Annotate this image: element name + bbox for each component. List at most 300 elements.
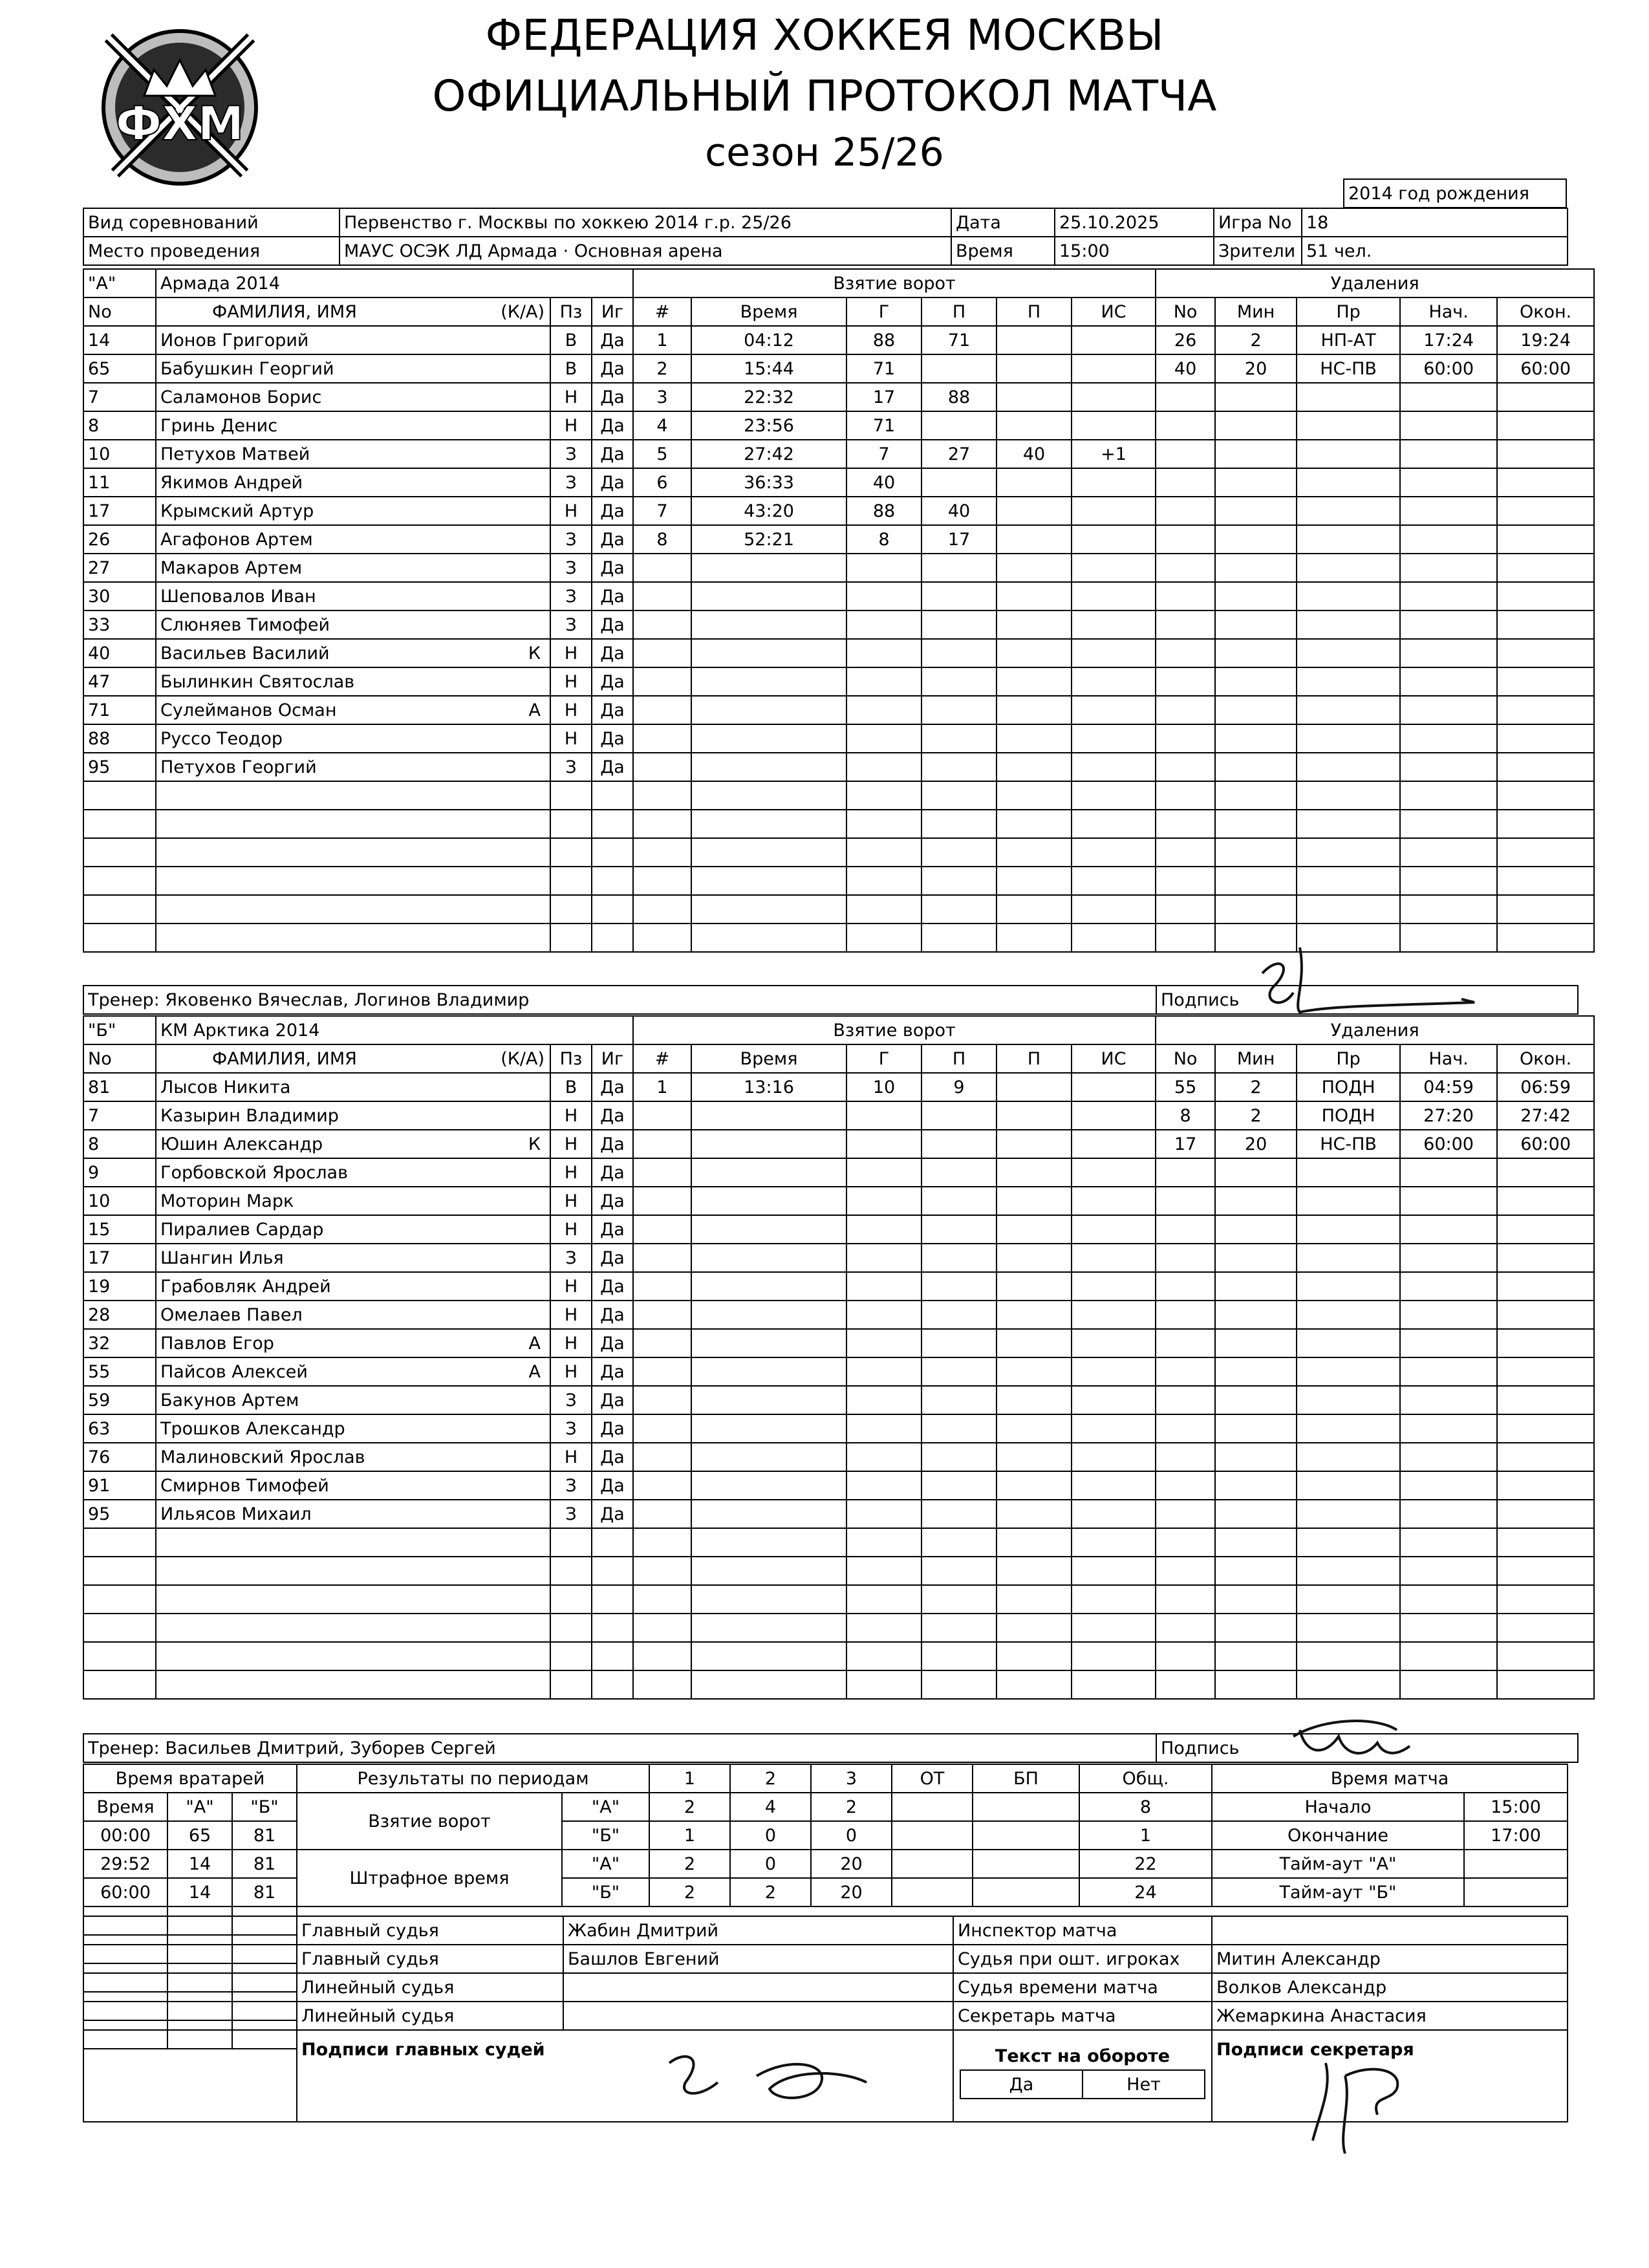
period-value [892, 1793, 973, 1821]
period-col-5: БП [973, 1764, 1079, 1793]
table-row [83, 1301, 1594, 1329]
player-played: Да [592, 1101, 633, 1130]
table-cell [1072, 1215, 1156, 1244]
table-cell [1497, 724, 1594, 753]
goal-number: 3 [633, 383, 691, 411]
player-position: З [550, 525, 592, 554]
goalie-time-label: Время вратарей [83, 1764, 297, 1793]
table-cell [691, 610, 846, 639]
player-position: Н [550, 383, 592, 411]
player-name-cell [156, 1215, 550, 1244]
ref-signatures-label: Подписи главных судей [297, 2030, 953, 2122]
date-value: 25.10.2025 [1055, 208, 1214, 237]
player-name: Васильев Василий [160, 643, 330, 664]
table-cell [1156, 810, 1215, 838]
goalie-a: 14 [167, 1850, 232, 1878]
table-cell [1072, 1244, 1156, 1272]
table-cell [921, 554, 997, 582]
table-cell [691, 781, 846, 810]
player-number: 55 [83, 1357, 156, 1386]
table-cell [846, 610, 921, 639]
table-cell [1215, 525, 1297, 554]
table-cell [156, 781, 550, 810]
table-cell [997, 753, 1072, 781]
match-time-header-row [1212, 1764, 1568, 1793]
line-ref-label-1: Линейный судья [297, 1973, 563, 2002]
table-cell [1297, 1215, 1400, 1244]
table-cell [1297, 753, 1400, 781]
table-cell [1215, 667, 1297, 696]
goal-assist-2 [997, 326, 1072, 354]
period-value: 20 [811, 1878, 892, 1906]
player-number: 17 [83, 1244, 156, 1272]
table-cell [846, 810, 921, 838]
player-name-cell [156, 1471, 550, 1500]
team-b-letter: "Б" [83, 1016, 156, 1044]
match-time-value [1464, 1878, 1568, 1906]
name-header-label: ФАМИЛИЯ, ИМЯ [212, 1048, 357, 1069]
table-cell [846, 582, 921, 610]
table-cell [1497, 838, 1594, 867]
table-cell [1156, 554, 1215, 582]
player-name-cell [156, 1158, 550, 1187]
table-cell [633, 667, 691, 696]
periods-label: Результаты по периодам [297, 1764, 649, 1793]
goal-scorer: 7 [846, 440, 921, 468]
penalty-start: 04:59 [1400, 1073, 1497, 1101]
table-cell [1156, 1158, 1215, 1187]
match-time-value [1464, 1850, 1568, 1878]
table-row [83, 1073, 1594, 1101]
text-back-no[interactable]: Нет [1083, 2070, 1205, 2099]
player-name: Павлов Егор [160, 1333, 274, 1354]
table-cell [1497, 554, 1594, 582]
table-cell [997, 1101, 1072, 1130]
table-cell [921, 1670, 997, 1699]
goal-time: 43:20 [691, 497, 846, 525]
table-cell [691, 667, 846, 696]
venue-value: МАУС ОСЭК ЛД Армада · Основная арена [339, 237, 951, 265]
text-back-yes[interactable]: Да [960, 2070, 1083, 2099]
player-number: 17 [83, 497, 156, 525]
table-cell [921, 1414, 997, 1443]
table-cell [921, 1301, 997, 1329]
player-number: 88 [83, 724, 156, 753]
table-cell [1215, 1557, 1297, 1585]
table-cell [921, 1329, 997, 1357]
goal-number: 8 [633, 525, 691, 554]
table-row [83, 810, 1594, 838]
player-name: Шеповалов Иван [160, 586, 316, 607]
player-played: Да [592, 1215, 633, 1244]
table-cell [691, 1642, 846, 1670]
table-cell [1156, 696, 1215, 724]
table-cell [83, 838, 156, 867]
table-cell [633, 1272, 691, 1301]
goal-situation [1072, 411, 1156, 440]
header-goal-scorer: Г [846, 1044, 921, 1073]
header-goal-scorer: Г [846, 297, 921, 326]
periods-header-row [297, 1764, 1212, 1793]
table-cell [633, 1500, 691, 1528]
federation-title: ФЕДЕРАЦИЯ ХОККЕЯ МОСКВЫ [485, 10, 1164, 60]
goal-assist-2 [997, 411, 1072, 440]
goal-assist-2 [997, 354, 1072, 383]
player-role: К [528, 643, 541, 664]
goal-scorer: 88 [846, 497, 921, 525]
table-cell [1497, 1329, 1594, 1357]
timekeeper-value: Волков Александр [1212, 1973, 1568, 2002]
main-ref-label-1: Главный судья [297, 1916, 563, 1945]
table-cell [1156, 781, 1215, 810]
table-row [1212, 1850, 1568, 1878]
table-cell [1215, 411, 1297, 440]
table-cell [1400, 1357, 1497, 1386]
player-played: Да [592, 525, 633, 554]
table-cell [633, 810, 691, 838]
goalie-a: 65 [167, 1821, 232, 1850]
table-cell [921, 1642, 997, 1670]
goal-time: 23:56 [691, 411, 846, 440]
match-time-value: 15:00 [1464, 1793, 1568, 1821]
table-cell [633, 1642, 691, 1670]
birth-year-box [1343, 178, 1567, 208]
table-cell [1497, 440, 1594, 468]
table-cell [592, 1528, 633, 1557]
table-cell [633, 1130, 691, 1158]
table-cell [1400, 1386, 1497, 1414]
player-number: 15 [83, 1215, 156, 1244]
penalty-player: 17 [1156, 1130, 1215, 1158]
player-name-cell [156, 411, 550, 440]
player-name: Шангин Илья [160, 1247, 284, 1268]
table-cell [1215, 1272, 1297, 1301]
team-b-table [83, 1015, 1595, 1700]
player-number: 11 [83, 468, 156, 497]
penalty-end: 27:42 [1497, 1101, 1594, 1130]
player-position: З [550, 468, 592, 497]
table-row [83, 525, 1594, 554]
player-played: Да [592, 1130, 633, 1158]
federation-logo [83, 25, 277, 186]
table-cell [921, 867, 997, 895]
table-cell [1072, 753, 1156, 781]
table-cell [1072, 1500, 1156, 1528]
table-row [83, 1329, 1594, 1357]
table-cell [550, 781, 592, 810]
table-cell [633, 1101, 691, 1130]
player-name-cell [156, 468, 550, 497]
header-pos: Пз [550, 1044, 592, 1073]
table-row [83, 383, 1594, 411]
birth-year: 2014 год рождения [1344, 179, 1566, 208]
table-cell [1156, 1471, 1215, 1500]
table-cell [921, 1158, 997, 1187]
goalie-time: 00:00 [83, 1821, 167, 1850]
table-cell [997, 1301, 1072, 1329]
table-cell [1072, 1329, 1156, 1357]
table-row [83, 468, 1594, 497]
table-cell [1215, 810, 1297, 838]
table-cell [691, 1500, 846, 1528]
inspector-label: Инспектор матча [953, 1916, 1212, 1945]
table-cell [691, 582, 846, 610]
header-goal-time: Время [691, 297, 846, 326]
table-cell [846, 1301, 921, 1329]
table-cell [997, 1614, 1072, 1642]
match-time-value: 17:00 [1464, 1821, 1568, 1850]
player-position: З [550, 610, 592, 639]
table-cell [633, 696, 691, 724]
table-cell [1497, 1471, 1594, 1500]
table-row [83, 582, 1594, 610]
table-cell [1297, 1528, 1400, 1557]
table-cell [1215, 582, 1297, 610]
table-cell [1400, 1614, 1497, 1642]
table-cell [1215, 1642, 1297, 1670]
player-played: Да [592, 1357, 633, 1386]
table-cell [1400, 1642, 1497, 1670]
table-cell [846, 667, 921, 696]
penalty-player: 40 [1156, 354, 1215, 383]
table-cell [997, 1414, 1072, 1443]
table-cell [156, 1557, 550, 1585]
table-cell [1072, 1272, 1156, 1301]
table-cell [1497, 1414, 1594, 1443]
table-cell [1400, 781, 1497, 810]
secretary-label: Секретарь матча [953, 2002, 1212, 2030]
table-row [83, 696, 1594, 724]
table-cell [592, 1670, 633, 1699]
table-cell [846, 724, 921, 753]
line-ref-label-2: Линейный судья [297, 2002, 563, 2030]
table-cell [1400, 724, 1497, 753]
table-cell [1297, 696, 1400, 724]
player-position: Н [550, 667, 592, 696]
player-position: В [550, 326, 592, 354]
name-header-label: ФАМИЛИЯ, ИМЯ [212, 301, 357, 322]
table-cell [633, 1329, 691, 1357]
table-cell [1215, 639, 1297, 667]
table-cell [1072, 1585, 1156, 1614]
team-b-goals-section: Взятие ворот [633, 1016, 1156, 1044]
player-number: 19 [83, 1272, 156, 1301]
table-cell [1400, 753, 1497, 781]
team-b-name-header [156, 1044, 550, 1073]
table-cell [1400, 1244, 1497, 1272]
table-cell [1156, 724, 1215, 753]
table-cell [1072, 1443, 1156, 1471]
table-cell [1072, 610, 1156, 639]
table-cell [1400, 1585, 1497, 1614]
table-cell [633, 724, 691, 753]
table-cell [846, 1471, 921, 1500]
table-row [83, 724, 1594, 753]
table-cell [1400, 468, 1497, 497]
table-cell [1297, 1414, 1400, 1443]
player-number: 71 [83, 696, 156, 724]
player-name-cell [156, 354, 550, 383]
player-played: Да [592, 667, 633, 696]
player-played: Да [592, 411, 633, 440]
table-cell [1215, 781, 1297, 810]
player-name: Петухов Матвей [160, 444, 310, 464]
player-position: Н [550, 497, 592, 525]
period-value: 2 [649, 1793, 730, 1821]
table-cell [1297, 1301, 1400, 1329]
player-played: Да [592, 582, 633, 610]
table-cell [691, 1528, 846, 1557]
player-name: Руссо Теодор [160, 728, 283, 749]
player-name-cell [156, 1301, 550, 1329]
table-cell [1497, 1614, 1594, 1642]
table-cell [156, 1642, 550, 1670]
table-cell [997, 1272, 1072, 1301]
player-number: 40 [83, 639, 156, 667]
penalty-start: 17:24 [1400, 326, 1497, 354]
table-cell [550, 895, 592, 923]
table-cell [997, 1357, 1072, 1386]
period-value: 1 [1079, 1821, 1212, 1850]
table-cell [846, 1642, 921, 1670]
table-cell [997, 1642, 1072, 1670]
player-position: В [550, 354, 592, 383]
table-cell [1215, 383, 1297, 411]
timekeeper-label: Судья времени матча [953, 1973, 1212, 2002]
table-cell [921, 610, 997, 639]
player-name: Сулейманов Осман [160, 700, 337, 720]
player-name-cell [156, 1414, 550, 1443]
table-cell [1215, 1386, 1297, 1414]
table-cell [633, 582, 691, 610]
table-cell [156, 1614, 550, 1642]
player-name: Крымский Артур [160, 501, 314, 521]
goal-number: 1 [633, 326, 691, 354]
table-cell [550, 838, 592, 867]
player-name-cell [156, 724, 550, 753]
table-cell [846, 867, 921, 895]
table-cell [921, 810, 997, 838]
goalie-header-a: "А" [167, 1793, 232, 1821]
date-label: Дата [951, 208, 1055, 237]
table-cell [633, 895, 691, 923]
goal-scorer: 88 [846, 326, 921, 354]
header-no: No [83, 297, 156, 326]
table-cell [592, 1557, 633, 1585]
table-cell [592, 781, 633, 810]
table-cell [846, 1272, 921, 1301]
table-cell [921, 1272, 997, 1301]
player-name: Трошков Александр [160, 1418, 345, 1439]
table-cell [550, 1614, 592, 1642]
table-cell [1400, 1443, 1497, 1471]
player-name-cell [156, 1244, 550, 1272]
table-cell [846, 1500, 921, 1528]
protocol-title: ОФИЦИАЛЬНЫЙ ПРОТОКОЛ МАТЧА [432, 71, 1217, 121]
table-cell [633, 1414, 691, 1443]
table-cell [1072, 1528, 1156, 1557]
table-cell [1497, 525, 1594, 554]
table-row [83, 1386, 1594, 1414]
table-cell [997, 724, 1072, 753]
penalty-reason: НС-ПВ [1297, 1130, 1400, 1158]
table-cell [1400, 1414, 1497, 1443]
player-played: Да [592, 1272, 633, 1301]
table-cell [1297, 838, 1400, 867]
spectators-label: Зрители [1214, 237, 1302, 265]
table-row [83, 1642, 1594, 1670]
table-cell [1297, 1642, 1400, 1670]
player-played: Да [592, 354, 633, 383]
table-row [83, 1670, 1594, 1699]
player-number: 63 [83, 1414, 156, 1443]
player-name: Ионов Григорий [160, 330, 309, 351]
header-is: ИС [1072, 1044, 1156, 1073]
table-row [83, 1557, 1594, 1585]
player-number: 32 [83, 1329, 156, 1357]
player-number: 81 [83, 1073, 156, 1101]
goal-situation [1072, 1073, 1156, 1101]
team-a-name: Армада 2014 [156, 269, 633, 297]
table-cell [1156, 1557, 1215, 1585]
goalie-header-b: "Б" [232, 1793, 297, 1821]
player-played: Да [592, 610, 633, 639]
table-cell [921, 781, 997, 810]
table-cell [633, 1158, 691, 1187]
player-position: Н [550, 1443, 592, 1471]
table-cell [1215, 497, 1297, 525]
table-cell [83, 923, 156, 952]
table-cell [1156, 1187, 1215, 1215]
table-cell [846, 1528, 921, 1557]
table-cell [1215, 895, 1297, 923]
table-cell [921, 1500, 997, 1528]
player-name-cell [156, 497, 550, 525]
table-cell [1156, 1244, 1215, 1272]
team-b-title-row [83, 1016, 1594, 1044]
period-value [973, 1821, 1079, 1850]
player-played: Да [592, 1471, 633, 1500]
player-played: Да [592, 1187, 633, 1215]
table-cell [691, 1187, 846, 1215]
table-cell [691, 1272, 846, 1301]
table-row [83, 497, 1594, 525]
table-cell [1156, 1528, 1215, 1557]
table-cell [1072, 1614, 1156, 1642]
table-cell [997, 667, 1072, 696]
player-name-cell [156, 1386, 550, 1414]
table-cell [550, 1528, 592, 1557]
player-position: Н [550, 696, 592, 724]
table-cell [1400, 582, 1497, 610]
table-row [83, 838, 1594, 867]
table-cell [592, 1585, 633, 1614]
goal-situation [1072, 354, 1156, 383]
table-cell [633, 554, 691, 582]
player-role: А [528, 1333, 541, 1354]
player-number: 27 [83, 554, 156, 582]
table-cell [1072, 867, 1156, 895]
table-cell [1297, 1272, 1400, 1301]
period-value [973, 1793, 1079, 1821]
goal-time: 27:42 [691, 440, 846, 468]
goal-assist-1: 71 [921, 326, 997, 354]
goal-assist-2 [997, 525, 1072, 554]
player-played: Да [592, 724, 633, 753]
table-cell [1215, 753, 1297, 781]
player-position: З [550, 1500, 592, 1528]
table-cell [550, 867, 592, 895]
